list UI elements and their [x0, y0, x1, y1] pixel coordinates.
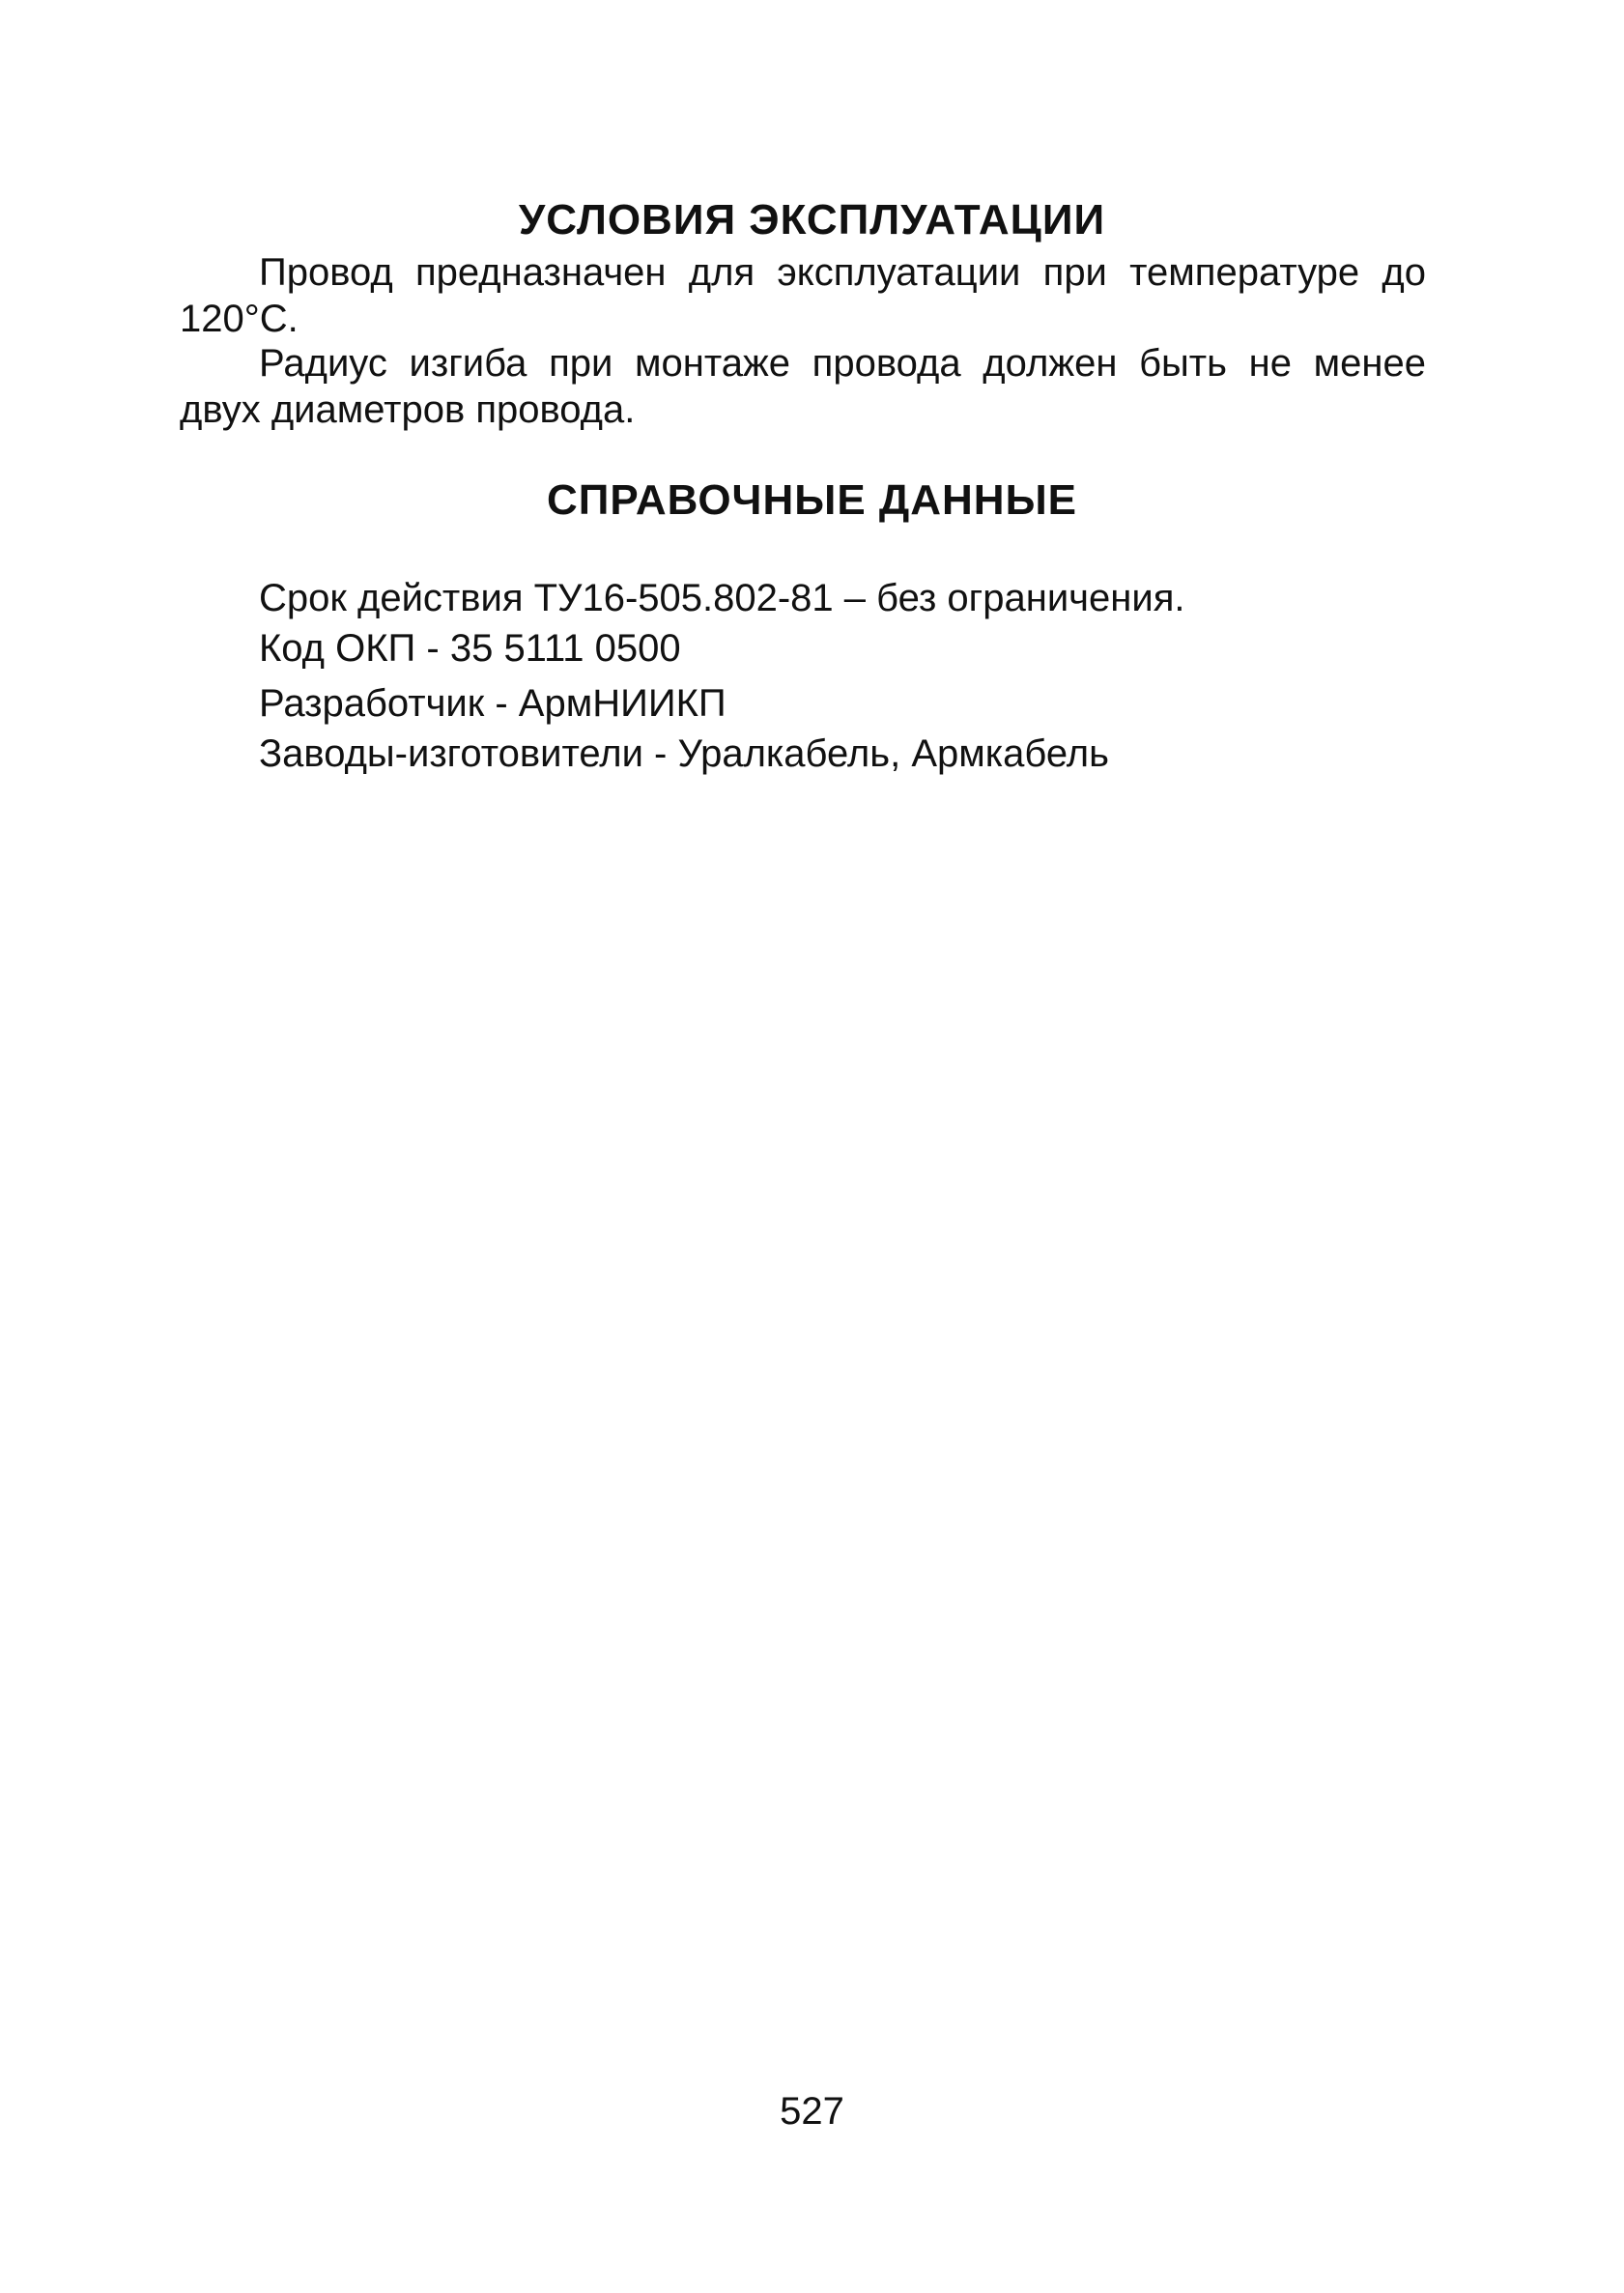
reference-manufacturers-text: Заводы-изготовители - Уралкабель, Армкабель: [259, 732, 1109, 775]
section-title-operating-conditions: УСЛОВИЯ ЭКСПЛУАТАЦИИ: [518, 196, 1106, 244]
paragraph-temperature: Провод предназначен для эксплуатации при температуре до 120°С.: [180, 251, 1426, 340]
reference-okp-line: [259, 623, 1418, 674]
paragraph-bend-radius: Радиус изгиба при монтаже провода должен быть не менее двух диаметров провода.: [180, 342, 1426, 431]
reference-validity-text: Срок действия ТУ16-505.802-81 – без ограничения.: [259, 577, 1185, 619]
reference-okp-text: Код ОКП - 35 5111 0500: [259, 627, 681, 670]
reference-developer-line: [259, 678, 1418, 729]
reference-manufacturers-line: [259, 729, 1418, 779]
reference-validity-line: [259, 573, 1418, 623]
section-title-reference-data: СПРАВОЧНЫЕ ДАННЫЕ: [547, 476, 1077, 524]
reference-developer-text: Разработчик - АрмНИИКП: [259, 682, 727, 725]
page-number: 527: [780, 2090, 844, 2133]
